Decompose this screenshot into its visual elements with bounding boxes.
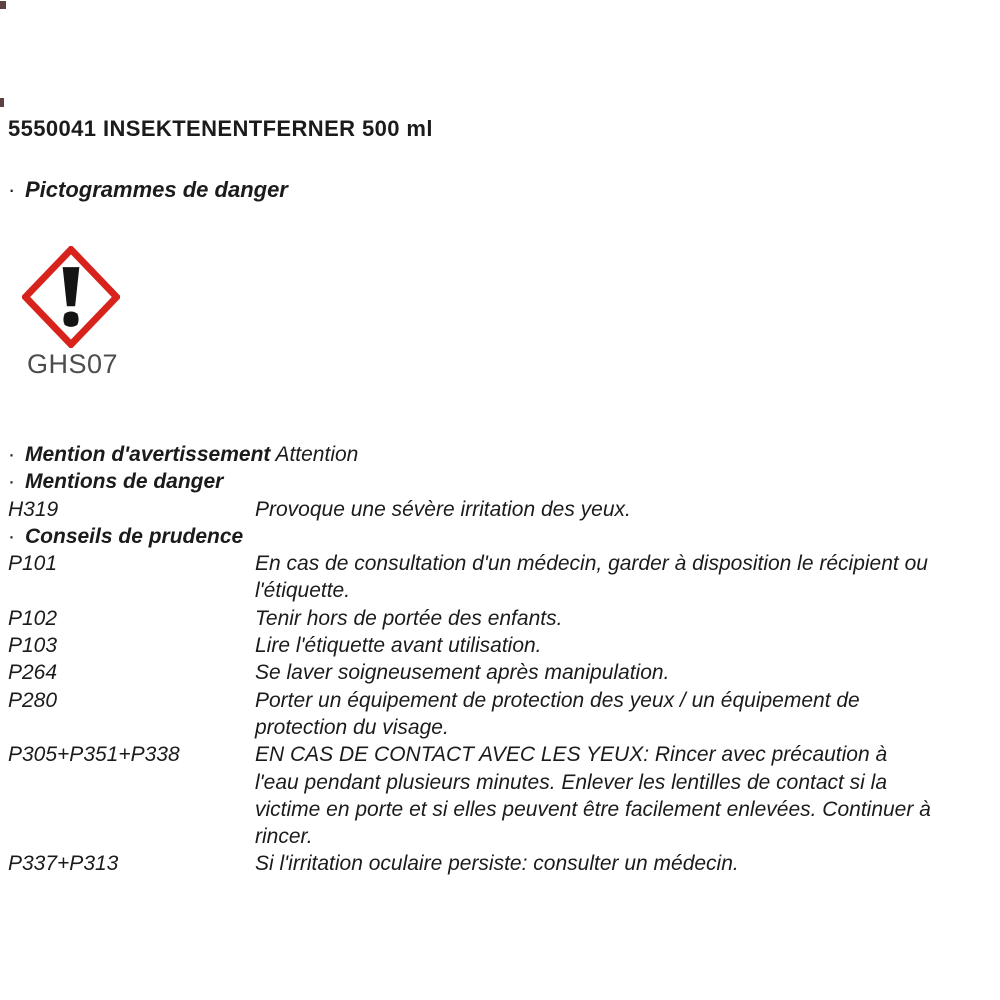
statement-code: P264 [8, 661, 58, 685]
statement-row [8, 632, 995, 659]
statement-text-line: Porter un équipement de protection des yeux / un équipement de [255, 688, 860, 712]
statement-code: P103 [8, 634, 58, 658]
statement-text-line: Se laver soigneusement après manipulation. [255, 661, 670, 685]
statement-text-line: Tenir hors de portée des enfants. [255, 606, 563, 630]
statement-row [8, 850, 995, 877]
statement-code: H319 [8, 497, 59, 521]
statement-text [255, 550, 995, 605]
statement-text [255, 687, 995, 742]
statement-text-line: Provoque une sévère irritation des yeux. [255, 497, 631, 521]
bullet-dot: · [8, 524, 15, 548]
statement-text-line: victime en porte et si elles peuvent être facilement enlevées. Continuer à [255, 797, 931, 821]
product-title: 5550041 INSEKTENENTFERNER 500 ml [8, 116, 433, 141]
pictograms-section-header [8, 177, 288, 203]
statement-code: P280 [8, 688, 58, 712]
statement-row [8, 741, 995, 850]
statement-text [255, 632, 995, 659]
section-header-line [8, 441, 358, 468]
scan-artifact [0, 1, 6, 9]
section-header-row [8, 468, 995, 495]
ghs07-diamond-icon [22, 246, 120, 348]
ghs07-label: GHS07 [27, 349, 119, 379]
statement-text [255, 741, 995, 850]
signal-word-value: Attention [270, 443, 359, 466]
statement-text-line: rincer. [255, 825, 313, 849]
statement-row [8, 687, 995, 742]
section-header-label: Conseils de prudence [25, 524, 244, 548]
statement-text-line: Lire l'étiquette avant utilisation. [255, 634, 542, 658]
bullet-dot: · [8, 470, 15, 494]
signal-word-label: Mention d'avertissement [25, 443, 271, 466]
statement-text-line: protection du visage. [255, 715, 449, 739]
signal-word-row [8, 441, 995, 468]
statement-text-line: l'étiquette. [255, 579, 351, 603]
statement-text-line: EN CAS DE CONTACT AVEC LES YEUX: Rincer avec précaution à [255, 743, 888, 767]
statement-text-line: Si l'irritation oculaire persiste: consulter un médecin. [255, 852, 739, 876]
scan-artifact [0, 98, 4, 107]
statement-row [8, 496, 995, 523]
section-header-line [8, 468, 223, 495]
statement-text [255, 496, 995, 523]
section-header-row [8, 523, 995, 550]
statement-row [8, 605, 995, 632]
statement-code: P305+P351+P338 [8, 743, 180, 767]
bullet-dot: · [8, 177, 16, 202]
statement-text-line: l'eau pendant plusieurs minutes. Enlever les lentilles de contact si la [255, 770, 888, 794]
statement-text [255, 659, 995, 686]
statement-text-line: En cas de consultation d'un médecin, garder à disposition le récipient ou [255, 552, 928, 576]
statement-row [8, 659, 995, 686]
section-header-line [8, 523, 243, 550]
statement-code: P337+P313 [8, 852, 119, 876]
statement-text [255, 850, 995, 877]
statement-text [255, 605, 995, 632]
statement-code: P101 [8, 552, 58, 576]
statements-block [8, 441, 995, 878]
statement-row [8, 550, 995, 605]
ghs07-pictogram [22, 246, 142, 380]
section-header-label: Mentions de danger [25, 470, 224, 494]
statement-code: P102 [8, 606, 58, 630]
bullet-dot: · [8, 443, 15, 466]
pictograms-header-label: Pictogrammes de danger [25, 177, 288, 202]
